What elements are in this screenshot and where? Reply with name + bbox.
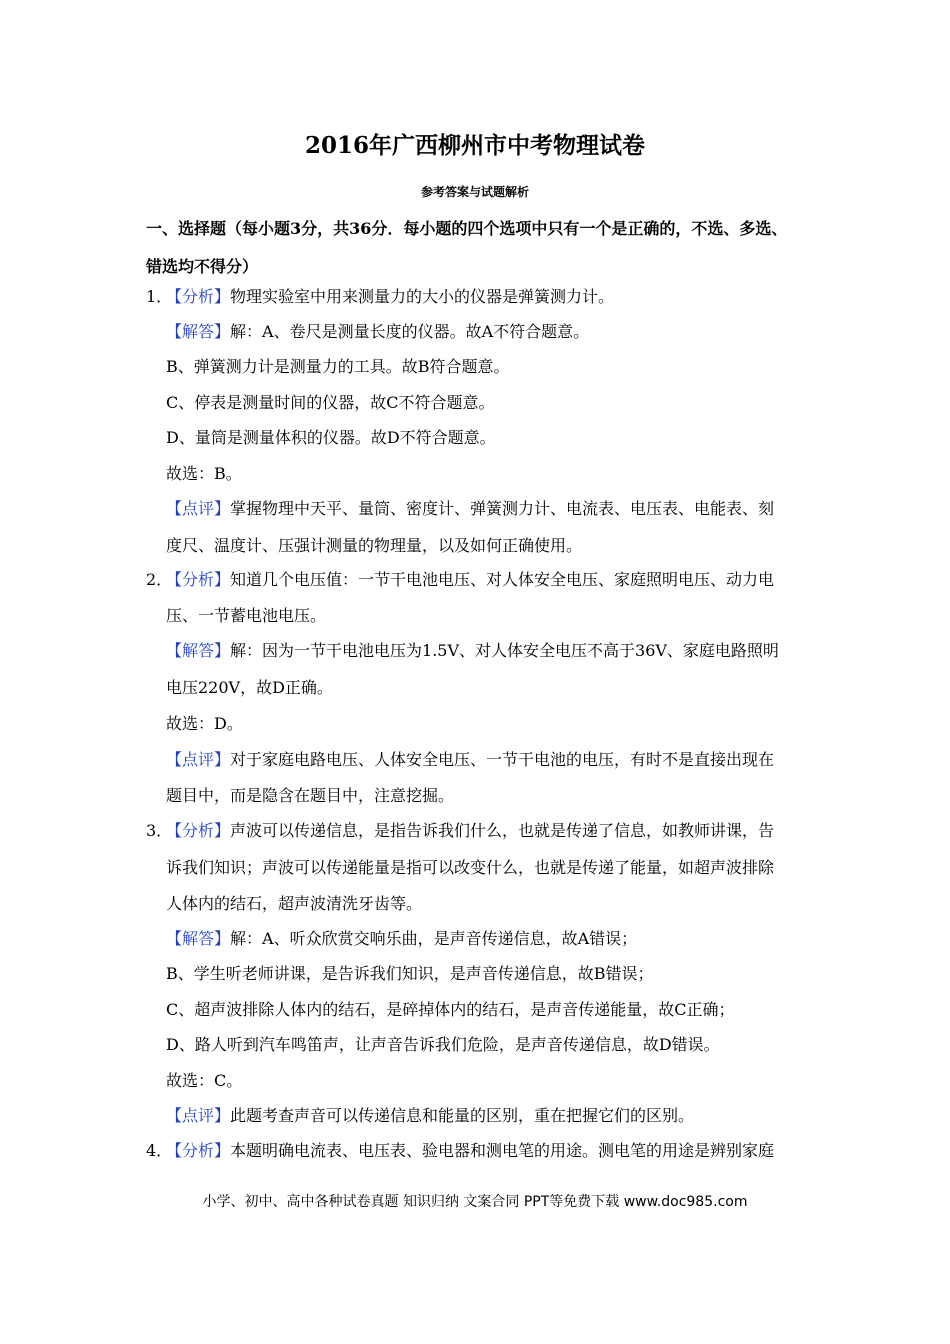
q1-comment-text: 掌握物理中天平、量筒、密度计、弹簧测力计、电流表、电压表、电能表、刻 xyxy=(230,499,775,518)
q3-answer-text: 解：A、听众欣赏交响乐曲，是声音传递信息，故A错误； xyxy=(230,929,638,948)
comment-tag: 【点评】 xyxy=(166,1106,231,1125)
q2-answer-text: 解：因为一节干电池电压为1.5V、对人体安全电压不高于36V、家庭电路照明 xyxy=(230,641,779,660)
q2-comment xyxy=(166,750,774,770)
q3-option-b: B、学生听老师讲课，是告诉我们知识，是声音传递信息，故B错误； xyxy=(166,964,654,983)
q1-analysis xyxy=(166,287,614,307)
q1-comment-cont: 度尺、温度计、压强计测量的物理量，以及如何正确使用。 xyxy=(166,536,583,555)
q3-choice: 故选：C。 xyxy=(166,1071,243,1090)
q1-analysis-text: 物理实验室中用来测量力的大小的仪器是弹簧测力计。 xyxy=(230,287,615,306)
question-number-2: 2． xyxy=(146,570,173,589)
q3-option-c: C、超声波排除人体内的结石，是碎掉体内的结石，是声音传递能量，故C正确； xyxy=(166,1000,735,1019)
section-heading-line2: 错选均不得分） xyxy=(146,257,259,276)
question-number-3: 3． xyxy=(146,821,173,840)
q4-analysis xyxy=(166,1141,774,1161)
page-footer: 小学、初中、高中各种试卷真题 知识归纳 文案合同 PPT等免费下载 www.doc985.com xyxy=(202,1194,748,1210)
q2-comment-cont: 题目中，而是隐含在题目中，注意挖掘。 xyxy=(166,786,455,805)
q3-option-d: D、路人听到汽车鸣笛声，让声音告诉我们危险，是声音传递信息，故D错误。 xyxy=(166,1035,720,1054)
q3-comment xyxy=(166,1106,694,1126)
q2-choice: 故选：D。 xyxy=(166,714,243,733)
question-number-4: 4． xyxy=(146,1141,173,1160)
q1-option-b: B、弹簧测力计是测量力的工具。故B符合题意。 xyxy=(166,357,510,376)
q1-choice: 故选：B。 xyxy=(166,464,242,483)
q2-comment-text: 对于家庭电路电压、人体安全电压、一节干电池的电压，有时不是直接出现在 xyxy=(230,750,775,769)
q3-comment-text: 此题考查声音可以传递信息和能量的区别，重在把握它们的区别。 xyxy=(230,1106,695,1125)
q2-answer xyxy=(166,641,779,661)
comment-tag: 【点评】 xyxy=(166,499,231,518)
q3-analysis-cont-1: 诉我们知识；声波可以传递能量是指可以改变什么，也就是传递了能量，如超声波排除 xyxy=(166,858,775,877)
analysis-tag: 【分析】 xyxy=(166,570,231,589)
analysis-tag: 【分析】 xyxy=(166,1141,231,1160)
page-title: 2016年广西柳州市中考物理试卷 xyxy=(304,132,645,159)
answer-tag: 【解答】 xyxy=(166,641,231,660)
answer-tag: 【解答】 xyxy=(166,929,231,948)
q4-analysis-text: 本题明确电流表、电压表、验电器和测电笔的用途。测电笔的用途是辨别家庭 xyxy=(230,1141,775,1160)
analysis-tag: 【分析】 xyxy=(166,821,231,840)
page-subtitle: 参考答案与试题解析 xyxy=(420,185,529,199)
q3-analysis-cont-2: 人体内的结石，超声波清洗牙齿等。 xyxy=(166,894,423,913)
q1-option-d: D、量筒是测量体积的仪器。故D不符合题意。 xyxy=(166,428,496,447)
question-number-1: 1． xyxy=(146,287,173,306)
q3-analysis-text: 声波可以传递信息，是指告诉我们什么，也就是传递了信息，如教师讲课，告 xyxy=(230,821,775,840)
q1-answer xyxy=(166,322,589,342)
q3-analysis xyxy=(166,821,774,841)
q2-answer-cont: 电压220V，故D正确。 xyxy=(166,678,333,697)
comment-tag: 【点评】 xyxy=(166,750,231,769)
q2-analysis xyxy=(166,570,774,590)
answer-tag: 【解答】 xyxy=(166,322,231,341)
q2-analysis-text: 知道几个电压值：一节干电池电压、对人体安全电压、家庭照明电压、动力电 xyxy=(230,570,775,589)
q1-option-c: C、停表是测量时间的仪器，故C不符合题意。 xyxy=(166,393,495,412)
q1-answer-text: 解：A、卷尺是测量长度的仪器。故A不符合题意。 xyxy=(230,322,590,341)
q1-comment xyxy=(166,499,774,519)
q2-analysis-cont: 压、一节蓄电池电压。 xyxy=(166,606,327,625)
q3-answer xyxy=(166,929,637,949)
section-heading-line1: 一、选择题（每小题3分，共36分．每小题的四个选项中只有一个是正确的，不选、多选、 xyxy=(146,219,788,238)
analysis-tag: 【分析】 xyxy=(166,287,231,306)
